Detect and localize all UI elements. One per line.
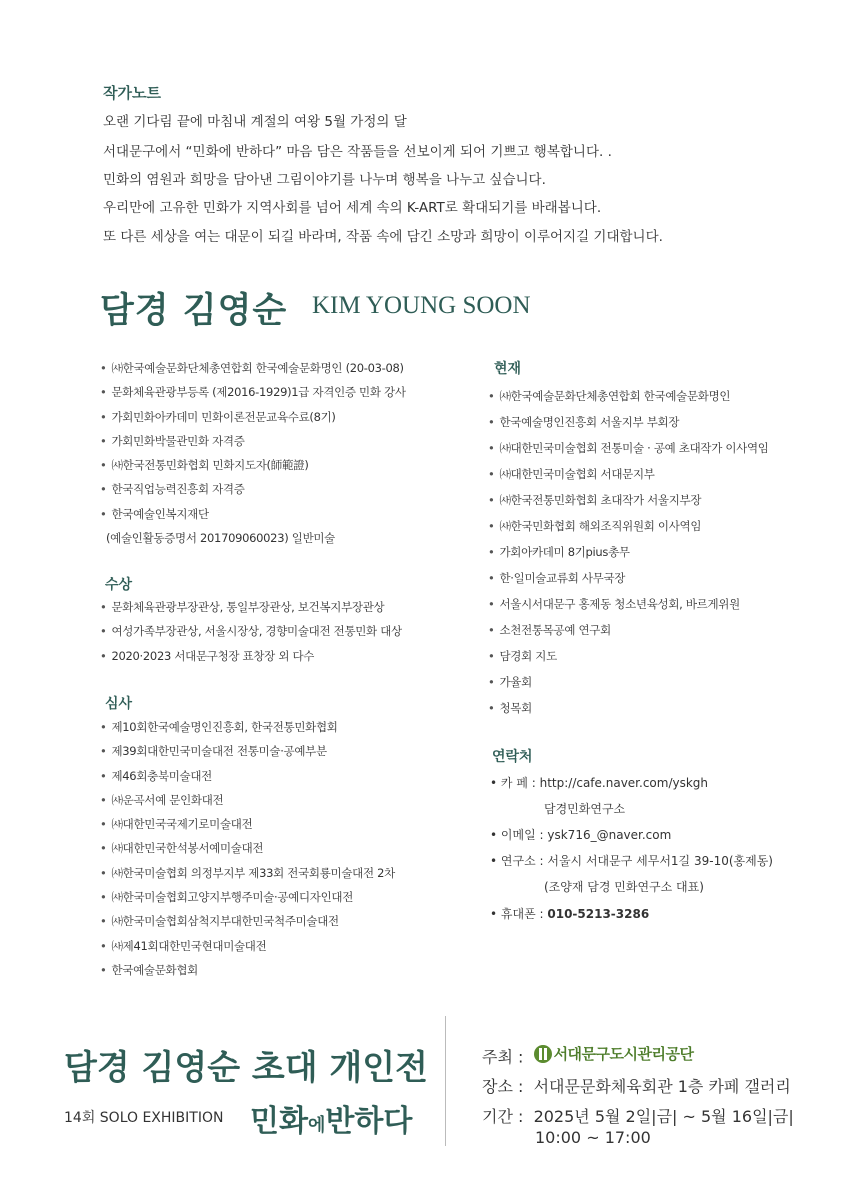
cafe-link[interactable]: http://cafe.naver.com/yskgh [539,776,709,790]
list-item: • 한국예술명인진흥회 서울지부 부회장 [488,415,680,429]
artist-name-english: KIM YOUNG SOON [312,292,531,319]
exhibition-title: 담경 김영순 초대 개인전 [64,1048,428,1088]
note-line: 또 다른 세상을 여는 대문이 되길 바라며, 작품 속에 담긴 소망과 희망이 이루어지길 기대합니다. [103,229,663,245]
list-item: • 한국직업능력진흥회 자격증 [100,482,245,497]
judging-title: 심사 [105,696,133,712]
list-item: • 2020·2023 서대문구청장 표창장 외 다수 [100,648,315,663]
list-item: • 한국예술문화협회 [100,962,198,977]
list-item: • ㈔대한민국미술협회 서대문지부 [488,467,655,481]
contact-cafe-name: 담경민화연구소 [544,802,626,816]
list-item: • ㈔제41회대한민국현대미술대전 [100,938,267,953]
list-item: • 가율회 [488,675,532,689]
contact-lab-note: (조양재 담경 민화연구소 대표) [544,880,704,894]
note-line: 민화의 염원과 희망을 담아낸 그림이야기를 나누며 행복을 나누고 싶습니다. [103,172,546,188]
note-line: 서대문구에서 “민화에 반하다” 마음 담은 작품들을 선보이게 되어 기쁘고 행복합니다. . [103,144,612,160]
list-item: • ㈔한국미술협회삼척지부대한민국척주미술대전 [100,914,339,929]
current-title: 현재 [494,361,522,377]
awards-title: 수상 [105,577,133,593]
artist-note-title: 작가노트 [103,84,161,102]
list-item: • ㈔한국전통민화협회 민화지도자(師範證) [100,458,309,473]
contact-phone: • 휴대폰 : 010-5213-3286 [490,907,650,921]
list-item: • ㈔한국전통민화협회 초대작가 서울지부장 [488,493,702,507]
list-item: (예술인활동증명서 201709060023) 일반미술 [106,531,335,546]
list-item: • ㈔한국예술문화단체총연합회 한국예술문화명인 (20-03-08) [100,361,404,375]
list-item: • 가회민화박물관민화 자격증 [100,433,245,448]
exhibition-theme: 민화에반하다 [250,1104,413,1139]
list-item: • 문화체육관광부장관상, 통일부장관상, 보건복지부장관상 [100,600,385,614]
list-item: • 가회아카데미 8기pius총무 [488,545,630,559]
list-item: • ㈔한국미술협회고양지부행주미술·공예디자인대전 [100,890,354,905]
artist-name-korean: 담경 김영순 [100,290,288,331]
host-logo: 서대문구도시관리공단 [534,1043,694,1064]
contact-email: • 이메일 : ysk716_@naver.com [490,828,672,842]
list-item: • ㈔한국민화협회 해외조직위원회 이사역임 [488,519,702,533]
note-line: 우리만에 고유한 민화가 지역사회를 넘어 세계 속의 K-ART로 확대되기를 바래봅니다. [103,200,602,216]
contact-cafe: • 카 페 : http://cafe.naver.com/yskgh [490,776,709,790]
list-item: • 여성가족부장관상, 서울시장상, 경향미술대전 전통민화 대상 [100,624,402,639]
venue-row: 장소 : 서대문문화체육회관 1층 카페 갤러리 [482,1077,791,1096]
list-item: • 한국예술인복지재단 [100,506,209,521]
awards-list [100,595,402,668]
list-item: • ㈔한국미술협회 의정부지부 제33회 전국회룡미술대전 2차 [100,865,395,880]
list-item: • ㈔한국예술문화단체총연합회 한국예술문화명인 [488,389,731,403]
list-item: • 문화체육관광부등록 (제2016-1929)1급 자격인증 민화 강사 [100,385,406,400]
list-item: • ㈔대한민국한석봉서예미술대전 [100,841,264,856]
logo-icon [534,1045,552,1063]
host-row: 주최 : 서대문구도시관리공단 [482,1045,694,1067]
contact-lab: • 연구소 : 서울시 서대문구 세무서1길 39-10(홍제동) [490,854,773,868]
list-item: • 담경회 지도 [488,649,557,663]
list-item: • 제10회한국예술명인진흥회, 한국전통민화협회 [100,720,338,734]
email-link[interactable]: ysk716_@naver.com [547,828,672,842]
contact-title: 연락처 [492,749,533,765]
hours-row: 10:00 ~ 17:00 [535,1128,651,1147]
period-row: 기간 : 2025년 5월 2일|금| ~ 5월 16일|금| [482,1107,794,1126]
list-item: • 가회민화아카데미 민화이론전문교육수료(8기) [100,409,336,424]
list-item: • 서울시서대문구 홍제동 청소년육성회, 바르게위원 [488,597,740,611]
exhibition-subtitle: 14회 SOLO EXHIBITION [64,1110,224,1126]
career-list [100,356,406,550]
list-item: • ㈔대한민국미술협회 전통미술 · 공예 초대작가 이사역임 [488,441,769,455]
list-item: • 제39회대한민국미술대전 전통미술·공예부분 [100,744,327,759]
list-item: • 제46회충북미술대전 [100,768,212,783]
divider [445,1016,446,1146]
current-list [488,383,769,721]
list-item: • 소천전통목공예 연구회 [488,623,611,637]
note-line: 오랜 기다림 끝에 마침내 계절의 여왕 5월 가정의 달 [103,114,407,130]
judging-list [100,715,395,982]
list-item: • ㈔운곡서예 문인화대전 [100,792,224,807]
list-item: • 한·일미술교류회 사무국장 [488,571,626,585]
list-item: • 청목회 [488,701,532,715]
list-item: • ㈔대한민국국제기로미술대전 [100,817,253,832]
